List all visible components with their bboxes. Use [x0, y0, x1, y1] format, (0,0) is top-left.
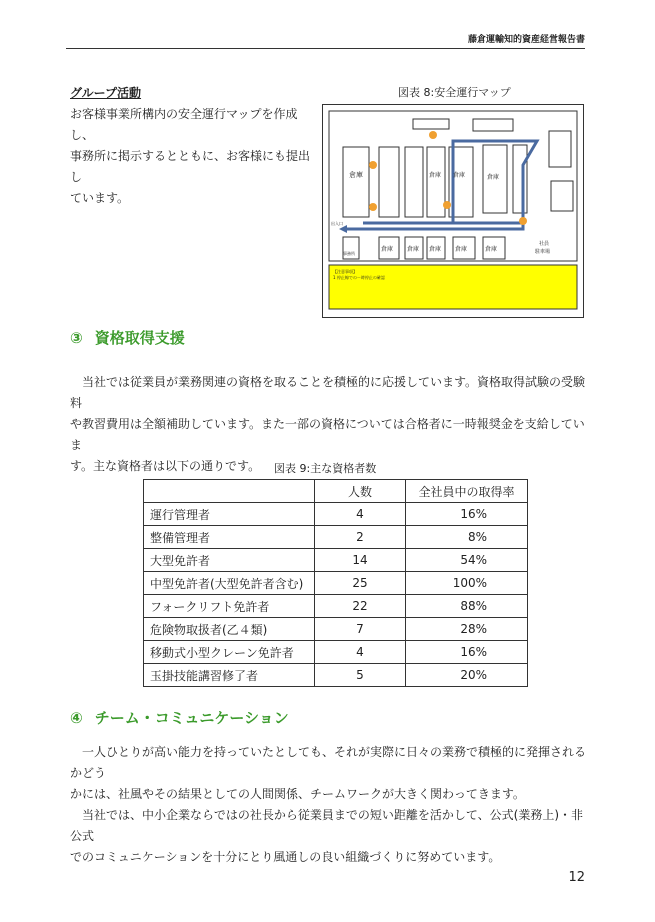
- hazard-marker: [443, 201, 451, 209]
- group-activity-text: [70, 104, 318, 209]
- group-activity-title: グループ活動: [70, 86, 142, 100]
- exit-label: 出入口: [331, 221, 343, 226]
- qualification-name-cell: 危険物取扱者(乙４類): [144, 618, 315, 641]
- rate-cell: 100%: [406, 572, 528, 595]
- hazard-marker: [429, 131, 437, 139]
- section3-line: や教習費用は全額補助しています。また一部の資格については合格者に一時報奨金を支給していま: [70, 417, 585, 452]
- warehouse-block: [427, 147, 445, 217]
- rate-cell: 28%: [406, 618, 528, 641]
- warehouse-block: [413, 119, 449, 129]
- warehouse-block: [513, 145, 527, 213]
- staff-parking-label: 駐車場: [535, 249, 551, 255]
- group-line: お客様事業所構内の安全運行マップを作成し、: [70, 107, 298, 142]
- warehouse-label: 倉庫: [455, 246, 468, 253]
- section3-title: 資格取得支援: [94, 329, 185, 347]
- figure8-caption: 図表 8:安全運行マップ: [398, 86, 511, 99]
- staff-parking-label: 社員: [539, 241, 550, 247]
- warehouse-label: 倉庫: [453, 172, 466, 179]
- rate-cell: 54%: [406, 549, 528, 572]
- warehouse-block: [549, 131, 571, 167]
- section4-body: [70, 742, 590, 868]
- table-header-cell: [144, 480, 315, 503]
- table-row: [144, 549, 528, 572]
- warehouse-label: 倉庫: [429, 246, 442, 253]
- office-label: 事務所: [343, 251, 355, 256]
- rate-cell: 16%: [406, 641, 528, 664]
- warehouse-block: [379, 147, 399, 217]
- group-line: 事務所に掲示するとともに、お客様にも提出し: [70, 149, 311, 184]
- section4-line: 当社では、中小企業ならではの社長から従業員までの短い距離を活かして、公式(業務上)・非公式: [70, 808, 584, 843]
- table-header-cell: 人数: [315, 480, 406, 503]
- rate-cell: 16%: [406, 503, 528, 526]
- header-rule: [66, 48, 585, 49]
- headcount-cell: 4: [315, 503, 406, 526]
- qualification-name-cell: 整備管理者: [144, 526, 315, 549]
- table-row: [144, 595, 528, 618]
- section3-number: ③: [70, 329, 83, 347]
- section3-line: す。主な資格者は以下の通りです。: [70, 459, 261, 473]
- hazard-marker: [369, 161, 377, 169]
- headcount-cell: 2: [315, 526, 406, 549]
- headcount-cell: 5: [315, 664, 406, 687]
- table-row: [144, 618, 528, 641]
- table-body: [144, 503, 528, 687]
- table-header-row: [144, 480, 528, 503]
- table-row: [144, 526, 528, 549]
- group-line: ています。: [70, 191, 130, 205]
- headcount-cell: 25: [315, 572, 406, 595]
- section3-line: 当社では従業員が業務関連の資格を取ることを積極的に応援しています。資格取得試験の受験料: [70, 375, 586, 410]
- qualification-name-cell: 玉掛技能講習修了者: [144, 664, 315, 687]
- warehouse-block: [405, 147, 423, 217]
- qualification-name-cell: 移動式小型クレーン免許者: [144, 641, 315, 664]
- page-number: 12: [568, 870, 585, 885]
- section4-line: でのコミュニケーションを十分にとり風通しの良い組織づくりに努めています。: [70, 850, 501, 864]
- section4-number: ④: [70, 709, 83, 727]
- report-title: 藤倉運輸知的資産経営報告書: [467, 35, 585, 45]
- headcount-cell: 7: [315, 618, 406, 641]
- table-row: [144, 641, 528, 664]
- rate-cell: 8%: [406, 526, 528, 549]
- legend-box: [329, 265, 577, 309]
- qualification-name-cell: 運行管理者: [144, 503, 315, 526]
- warehouse-label: 倉庫: [349, 171, 363, 179]
- table-row: [144, 572, 528, 595]
- qualification-table: [143, 479, 528, 687]
- table-header-cell: 全社員中の取得率: [406, 480, 528, 503]
- rate-cell: 88%: [406, 595, 528, 618]
- headcount-cell: 4: [315, 641, 406, 664]
- table-row: [144, 503, 528, 526]
- headcount-cell: 22: [315, 595, 406, 618]
- qualification-name-cell: フォークリフト免許者: [144, 595, 315, 618]
- table9-caption: 図表 9:主な資格者数: [274, 462, 377, 475]
- section3-heading: [70, 327, 185, 348]
- warehouse-label: 倉庫: [429, 172, 442, 179]
- section4-line: 一人ひとりが高い能力を持っていたとしても、それが実際に日々の業務で積極的に発揮されるかどう: [70, 745, 587, 780]
- safety-map: [322, 104, 584, 318]
- hazard-marker: [519, 217, 527, 225]
- section4-title: チーム・コミュニケーション: [94, 709, 289, 727]
- safety-map-drawing: [323, 105, 583, 317]
- page-header: [0, 30, 655, 52]
- rate-cell: 20%: [406, 664, 528, 687]
- qualification-name-cell: 中型免許者(大型免許者含む): [144, 572, 315, 595]
- section4-heading: [70, 707, 289, 728]
- legend-item: 1 停止線でのー時停止の確認: [333, 275, 385, 280]
- warehouse-label: 倉庫: [485, 246, 498, 253]
- warehouse-label: 倉庫: [381, 246, 394, 253]
- warehouse-block: [551, 181, 573, 211]
- headcount-cell: 14: [315, 549, 406, 572]
- legend-header: 【注意事項】: [333, 269, 357, 274]
- warehouse-block: [473, 119, 513, 131]
- route-arrow: [339, 225, 347, 233]
- warehouse-label: 倉庫: [407, 246, 420, 253]
- qualification-name-cell: 大型免許者: [144, 549, 315, 572]
- section4-line: かには、社風やその結果としての人間関係、チームワークが大きく関わってきます。: [70, 787, 525, 801]
- warehouse-block: [343, 147, 369, 217]
- warehouse-label: 倉庫: [487, 174, 500, 181]
- table-row: [144, 664, 528, 687]
- hazard-marker: [369, 203, 377, 211]
